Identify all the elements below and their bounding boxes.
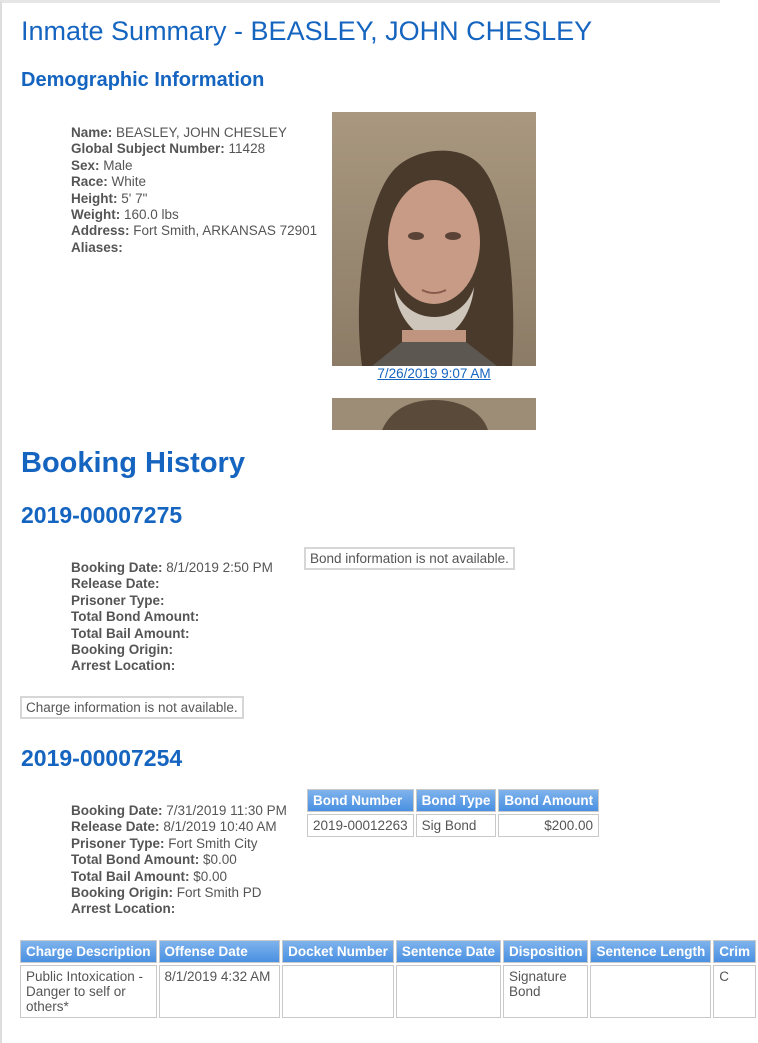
sentence-date-cell [396, 965, 501, 1018]
second-mugshot-photo[interactable] [332, 398, 536, 430]
field-total-bond-amount: Total Bond Amount: $0.00 [71, 852, 237, 868]
charge-header-sentence-length[interactable]: Sentence Length [590, 940, 711, 963]
field-race: Race: White [71, 174, 147, 190]
photo-date-link[interactable]: 7/26/2019 9:07 AM [377, 366, 491, 381]
booking-history-heading: Booking History [21, 447, 245, 479]
field-arrest-location: Arrest Location: [71, 658, 176, 674]
bond-number-cell: 2019-00012263 [307, 814, 414, 837]
page-title: Inmate Summary - BEASLEY, JOHN CHESLEY [21, 16, 593, 46]
bond-table-header-row [307, 789, 599, 812]
field-release-date: Release Date: [71, 576, 160, 592]
field-height: Height: 5' 7" [71, 190, 148, 206]
table-row [20, 965, 756, 1018]
field-booking-date: Booking Date: 7/31/2019 11:30 PM [71, 803, 287, 818]
mugshot-image [332, 112, 536, 366]
charge-header-crim[interactable]: Crim [713, 940, 756, 963]
booking-number: 2019-00007254 [21, 745, 183, 771]
sentence-length-cell [590, 965, 711, 1018]
charge-header-docket-number[interactable]: Docket Number [282, 940, 394, 963]
field-address: Address: Fort Smith, ARKANSAS 72901 [71, 223, 318, 239]
field-booking-origin: Booking Origin: Fort Smith PD [71, 885, 262, 901]
field-total-bond-amount: Total Bond Amount: [71, 609, 200, 625]
charge-notice: Charge information is not available. [20, 696, 244, 719]
field-weight: Weight: 160.0 lbs [71, 207, 179, 223]
booking-number: 2019-00007275 [21, 502, 183, 528]
charge-description-cell: Public Intoxication - Danger to self or others* [20, 965, 157, 1018]
field-sex: Sex: Male [71, 157, 133, 173]
field-prisoner-type: Prisoner Type: Fort Smith City [71, 835, 258, 851]
charge-table-container [18, 938, 750, 1028]
charge-header-disposition[interactable]: Disposition [503, 940, 589, 963]
disposition-cell: Signature Bond [503, 965, 589, 1018]
demographic-info [71, 125, 317, 256]
table-row [307, 814, 599, 837]
demographic-heading: Demographic Information [21, 69, 265, 91]
bond-header-number[interactable]: Bond Number [307, 789, 414, 812]
field-aliases: Aliases: [71, 239, 123, 255]
booking-info [71, 560, 273, 675]
booking-info [71, 803, 287, 918]
crim-cell: C [713, 965, 756, 1018]
field-name: Name: BEASLEY, JOHN CHESLEY [71, 125, 287, 140]
charge-table [18, 938, 758, 1020]
field-booking-origin: Booking Origin: [71, 642, 173, 658]
bond-amount-cell: $200.00 [498, 814, 599, 837]
offense-date-cell: 8/1/2019 4:32 AM [159, 965, 281, 1018]
bond-table [305, 787, 601, 839]
charge-header-sentence-date[interactable]: Sentence Date [396, 940, 501, 963]
bond-header-type[interactable]: Bond Type [416, 789, 497, 812]
charge-table-header-row [20, 940, 756, 963]
field-booking-date: Booking Date: 8/1/2019 2:50 PM [71, 560, 273, 575]
mugshot-photo[interactable] [332, 112, 536, 366]
charge-header-offense-date[interactable]: Offense Date [159, 940, 281, 963]
field-total-bail-amount: Total Bail Amount: $0.00 [71, 868, 228, 884]
charge-header-description[interactable]: Charge Description [20, 940, 157, 963]
field-prisoner-type: Prisoner Type: [71, 592, 165, 608]
field-arrest-location: Arrest Location: [71, 901, 176, 917]
field-release-date: Release Date: 8/1/2019 10:40 AM [71, 819, 277, 835]
bond-type-cell: Sig Bond [416, 814, 497, 837]
second-mugshot-image [332, 398, 536, 430]
field-global-subject-number: Global Subject Number: 11428 [71, 141, 266, 157]
bond-header-amount[interactable]: Bond Amount [498, 789, 599, 812]
field-total-bail-amount: Total Bail Amount: [71, 625, 190, 641]
bond-notice: Bond information is not available. [304, 547, 515, 570]
docket-number-cell [282, 965, 394, 1018]
